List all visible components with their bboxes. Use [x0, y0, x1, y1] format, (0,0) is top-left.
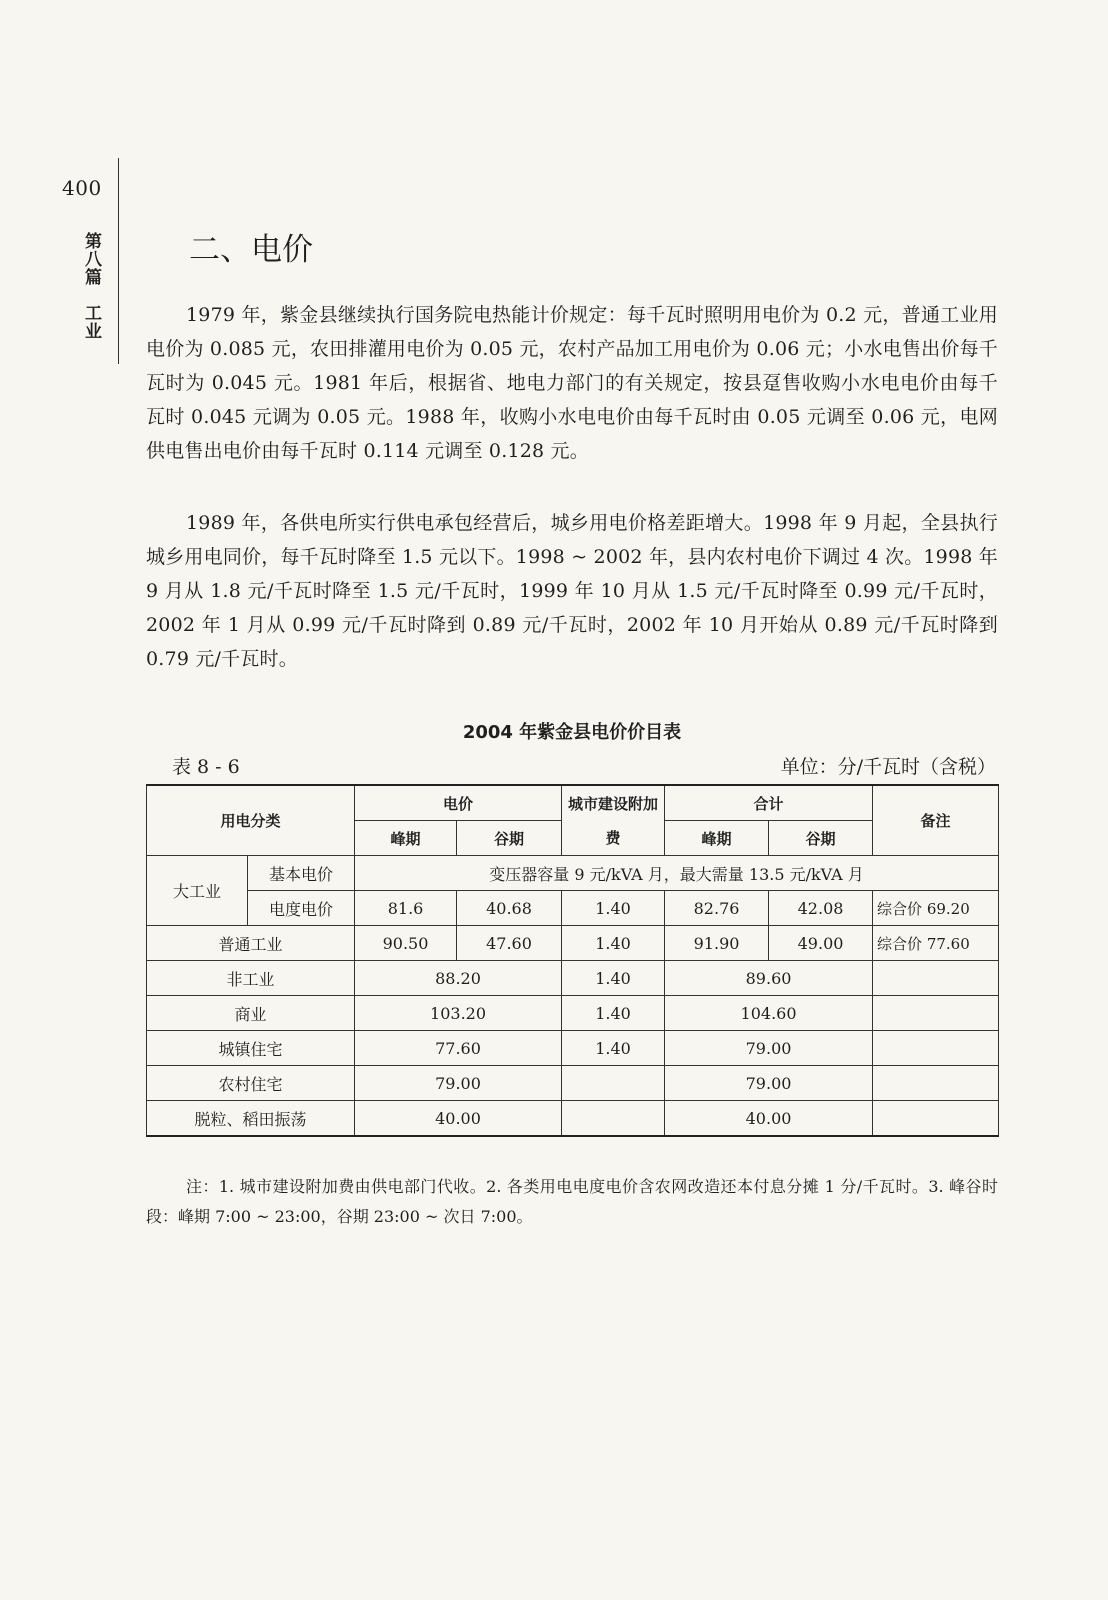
table-header-row: [147, 785, 999, 821]
cell-price-valley: 40.68: [457, 891, 562, 926]
cell-total-peak: 91.90: [665, 926, 769, 961]
table-title: 2004 年紫金县电价价目表: [462, 722, 682, 743]
header-note: 备注: [873, 785, 999, 856]
cell-note: [873, 996, 999, 1031]
cell-note: 综合价 69.20: [873, 891, 999, 926]
header-price: 电价: [355, 785, 562, 821]
cell-price: 40.00: [355, 1101, 562, 1137]
basic-price-text: 变压器容量 9 元/kVA 月，最大需量 13.5 元/kVA 月: [355, 856, 999, 891]
table-row: [147, 856, 999, 891]
header-total: 合计: [665, 785, 873, 821]
table-row: [147, 1031, 999, 1066]
cell-total-valley: 42.08: [769, 891, 873, 926]
cell-price: 88.20: [355, 961, 562, 996]
cell-surcharge: 1.40: [562, 926, 665, 961]
cell-note: [873, 1031, 999, 1066]
cell-note: [873, 961, 999, 996]
row-label: 城镇住宅: [147, 1031, 355, 1066]
body-paragraph: 1989 年，各供电所实行供电承包经营后，城乡用电价格差距增大。1998 年 9 月起，全县执行城乡用电同价，每千瓦时降至 1.5 元以下。1998 ~ 2002 年，县内农村电价下调过 4 次。1998 年 9 月从 1.8 元/千瓦时降至 1.5 元/千瓦时，1999 年 10 月从 1.5 元/千瓦时降至 0.99 元/千瓦时，2002 年 1 月从 0.99 元/千瓦时降到 0.89 元/千瓦时，2002 年 10 月开始从 0.89 元/千瓦时降到 0.79 元/千瓦时。: [146, 512, 998, 670]
row-sublabel-energy: 电度电价: [248, 891, 355, 926]
cell-price-peak: 90.50: [355, 926, 457, 961]
header-category: 用电分类: [147, 785, 355, 856]
cell-price: 79.00: [355, 1066, 562, 1101]
cell-price-peak: 81.6: [355, 891, 457, 926]
table-row: [147, 1101, 999, 1137]
header-price-peak: 峰期: [355, 821, 457, 856]
cell-price: 77.60: [355, 1031, 562, 1066]
row-label: 商业: [147, 996, 355, 1031]
section-heading: 二、电价: [189, 232, 313, 268]
cell-total: 40.00: [665, 1101, 873, 1137]
header-total-peak: 峰期: [665, 821, 769, 856]
chapter-label: 第八篇 工业: [81, 232, 101, 340]
row-label: 非工业: [147, 961, 355, 996]
table-footnote: 注：1. 城市建设附加费由供电部门代收。2. 各类用电电度电价含农网改造还本付息分摊 1 分/千瓦时。3. 峰谷时段：峰期 7:00 ~ 23:00，谷期 23:00 ~ 次日 7:00。: [146, 1177, 998, 1226]
table-number: 表 8 - 6: [172, 756, 240, 778]
body-paragraph: 1979 年，紫金县继续执行国务院电热能计价规定：每千瓦时照明用电价为 0.2 元，普通工业用电价为 0.085 元，农田排灌用电价为 0.05 元，农村产品加工用电价为 0.06 元；小水电售出价每千瓦时为 0.045 元。1981 年后，根据省、地电力部门的有关规定，按县趸售收购小水电电价由每千瓦时 0.045 元调为 0.05 元。1988 年，收购小水电电价由每千瓦时由 0.05 元调至 0.06 元，电网供电售出电价由每千瓦时 0.114 元调至 0.128 元。: [146, 304, 998, 462]
cell-surcharge: 1.40: [562, 996, 665, 1031]
row-label-large-industry: 大工业: [147, 856, 248, 926]
cell-surcharge: 1.40: [562, 891, 665, 926]
table-unit: 单位：分/千瓦时（含税）: [780, 756, 996, 778]
cell-price-valley: 47.60: [457, 926, 562, 961]
cell-total: 89.60: [665, 961, 873, 996]
cell-total-valley: 49.00: [769, 926, 873, 961]
table-row: [147, 926, 999, 961]
table-row: [147, 961, 999, 996]
price-table: [146, 784, 999, 1137]
row-label-general-industry: 普通工业: [147, 926, 355, 961]
table-row: [147, 1066, 999, 1101]
cell-surcharge: 1.40: [562, 961, 665, 996]
table-row: [147, 996, 999, 1031]
header-total-valley: 谷期: [769, 821, 873, 856]
header-surcharge: 城市建设附加费: [562, 785, 665, 856]
cell-total: 104.60: [665, 996, 873, 1031]
row-label: 脱粒、稻田振荡: [147, 1101, 355, 1137]
cell-total: 79.00: [665, 1066, 873, 1101]
cell-note: [873, 1101, 999, 1137]
table-row: [147, 891, 999, 926]
cell-total: 79.00: [665, 1031, 873, 1066]
cell-note: 综合价 77.60: [873, 926, 999, 961]
row-sublabel-basic: 基本电价: [248, 856, 355, 891]
cell-note: [873, 1066, 999, 1101]
cell-price: 103.20: [355, 996, 562, 1031]
margin-rule: [118, 158, 119, 364]
cell-surcharge: [562, 1066, 665, 1101]
page-number: 400: [62, 176, 102, 200]
cell-surcharge: 1.40: [562, 1031, 665, 1066]
row-label: 农村住宅: [147, 1066, 355, 1101]
header-price-valley: 谷期: [457, 821, 562, 856]
cell-total-peak: 82.76: [665, 891, 769, 926]
cell-surcharge: [562, 1101, 665, 1137]
